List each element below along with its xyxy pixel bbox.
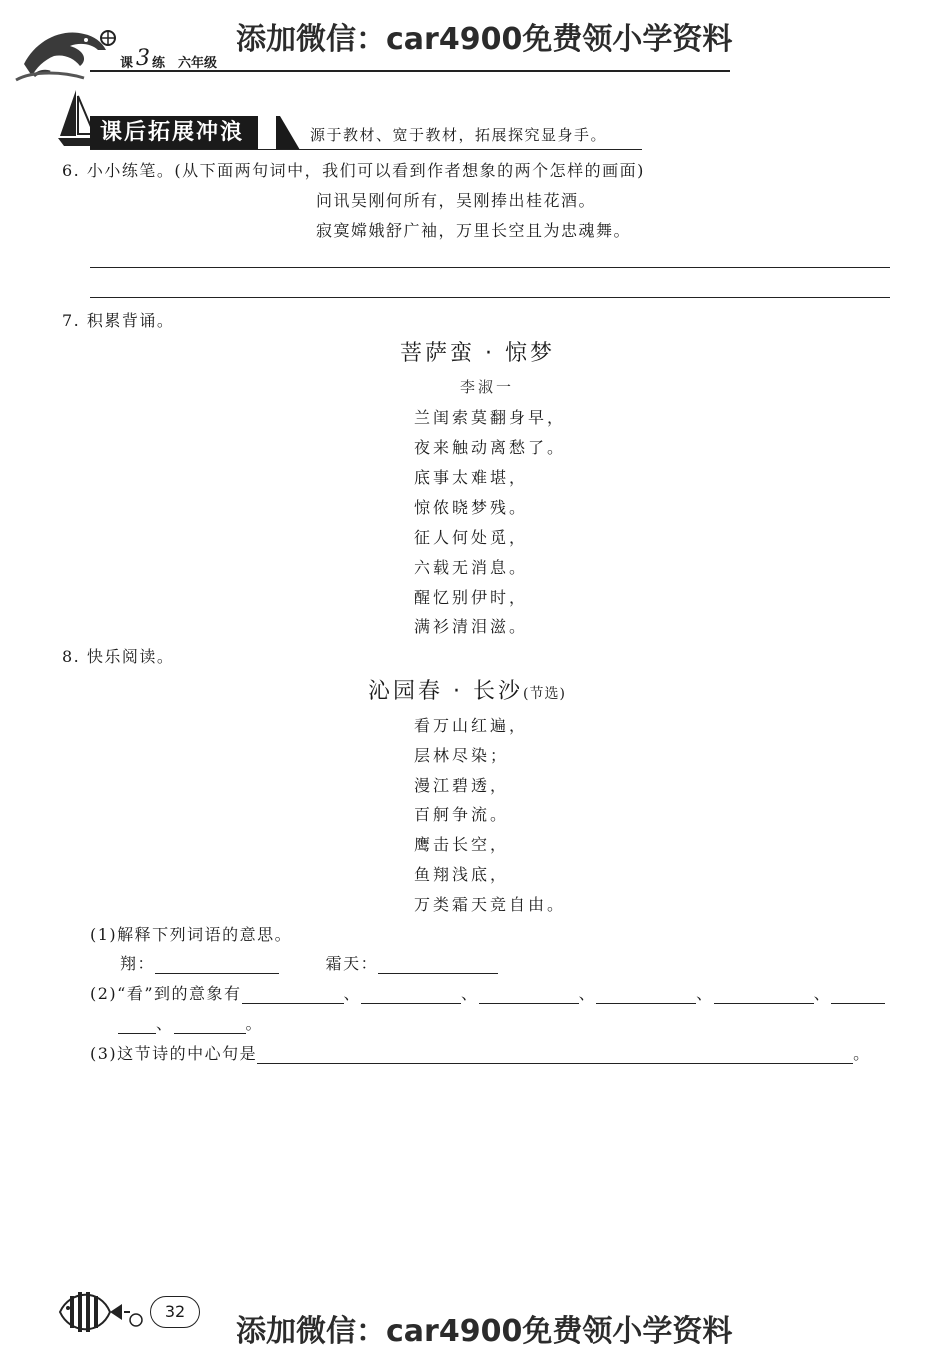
page-number-badge (150, 1296, 200, 1328)
q8-poem-line: 鱼翔浅底， (414, 865, 510, 884)
q8-sub2-blank[interactable] (479, 987, 579, 1004)
q8-sub2-sep: 、 (578, 984, 597, 1003)
q7-poem-line: 醒忆别伊时， (414, 588, 529, 607)
q7-label: 7. 积累背诵。 (62, 311, 175, 330)
watermark-top: 添加微信：car4900免费领小学资料 (236, 22, 733, 57)
q8-sub2-blank[interactable] (174, 1017, 246, 1034)
bubble-icon (128, 1312, 144, 1328)
q8-sub2-sep: 、 (813, 984, 832, 1003)
q8-sub2-end: 。 (245, 1014, 264, 1033)
q8-sub2-blank[interactable] (361, 987, 461, 1004)
lesson-number: 3 (136, 46, 150, 71)
banner-slogan: 源于教材、宽于教材，拓展探究显身手。 (310, 126, 608, 144)
fish-icon (56, 1284, 136, 1340)
q8-term-xiang: 翔： (120, 954, 156, 973)
q7-poem-line: 六载无消息。 (414, 558, 529, 577)
q8-sub2-blank[interactable] (714, 987, 814, 1004)
q8-sub2-blank[interactable] (831, 987, 885, 1004)
q8-poem-heading (368, 674, 566, 705)
q8-poem-line: 层林尽染； (414, 746, 510, 765)
q6-line-1: 问讯吴刚何所有，吴刚捧出桂花酒。 (316, 191, 597, 210)
watermark-bottom: 添加微信：car4900免费领小学资料 (236, 1314, 733, 1349)
q8-label: 8. 快乐阅读。 (62, 647, 175, 666)
q6-answer-line-1[interactable] (90, 267, 890, 268)
q8-sub2-blank[interactable] (118, 1017, 156, 1034)
q8-sub3-blank[interactable] (257, 1047, 853, 1064)
q7-poem-line: 惊侬晓梦残。 (414, 498, 529, 517)
grade-label: 六年级 (178, 56, 218, 71)
q8-sub2-sep: 、 (343, 984, 362, 1003)
q8-poem-note: (节选) (522, 686, 566, 702)
q7-poem-title: 菩萨蛮 · 惊梦 (400, 341, 555, 366)
q8-poem-line: 漫江碧透， (414, 776, 510, 795)
q8-term-shuangtian-blank[interactable] (378, 957, 498, 974)
q7-poem-line: 兰闺索莫翻身早， (414, 408, 567, 427)
banner-arrow (276, 116, 300, 150)
q8-sub3-row (90, 1041, 871, 1064)
q8-sub2-row-2 (118, 1011, 263, 1034)
q7-poem-author: 李淑一 (460, 378, 515, 396)
q8-sub2-sep: 、 (461, 984, 479, 1003)
q6-line-2: 寂寞嫦娥舒广袖，万里长空且为忠魂舞。 (316, 221, 632, 240)
lesson-tag-suffix: 练 (152, 56, 166, 71)
q8-sub2-row (90, 981, 885, 1004)
q8-sub2-blank[interactable] (596, 987, 696, 1004)
banner-underline (90, 149, 642, 150)
q8-term-xiang-blank[interactable] (155, 957, 279, 974)
q8-sub2-label: (2)“看”到的意象有 (90, 984, 242, 1003)
q8-sub2-sep: 、 (156, 1014, 174, 1033)
q8-sub1-label: (1)解释下列词语的意思。 (90, 925, 293, 944)
q7-poem-line: 底事太难堪， (414, 468, 529, 487)
page-number: 32 (164, 1302, 186, 1321)
lesson-tag-prefix: 课 (120, 56, 134, 71)
q7-poem-line: 满衫清泪滋。 (414, 617, 529, 636)
q6-answer-line-2[interactable] (90, 297, 890, 298)
q8-poem-line: 看万山红遍， (414, 716, 529, 735)
q8-poem-line: 百舸争流。 (414, 805, 510, 824)
banner-title: 课后拓展冲浪 (90, 116, 258, 150)
q8-term-shuangtian: 霜天： (325, 954, 379, 973)
q8-sub2-sep: 、 (696, 984, 714, 1003)
header-strip (90, 46, 730, 72)
q8-sub1-row (120, 951, 498, 974)
q8-poem-title: 沁园春 · 长沙 (368, 679, 523, 704)
q7-poem-line: 征人何处觅， (414, 528, 529, 547)
q6-label: 6. 小小练笔。(从下面两句词中，我们可以看到作者想象的两个怎样的画面) (62, 161, 645, 180)
q8-poem-line: 万类霜天竞自由。 (414, 895, 567, 914)
q8-poem-line: 鹰击长空， (414, 835, 510, 854)
q8-sub2-blank[interactable] (242, 987, 344, 1004)
q8-sub3-label: (3)这节诗的中心句是 (90, 1044, 258, 1063)
q8-sub3-end: 。 (853, 1044, 871, 1063)
q7-poem-line: 夜来触动离愁了。 (414, 438, 567, 457)
